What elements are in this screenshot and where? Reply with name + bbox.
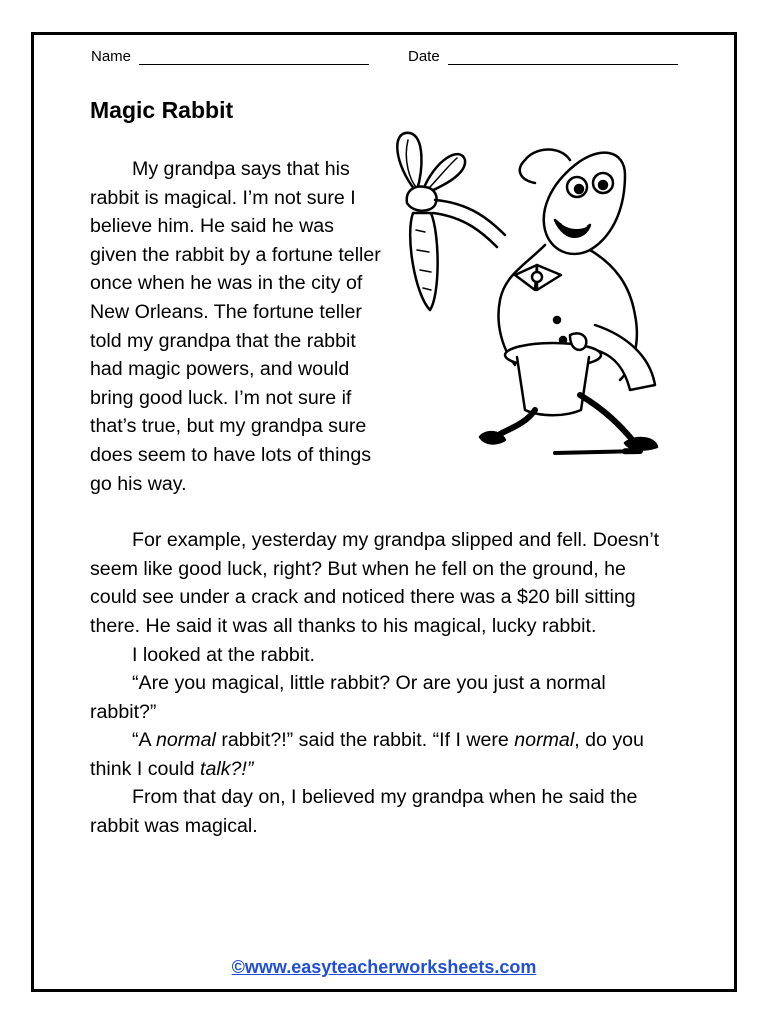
date-label: Date xyxy=(408,48,440,65)
story-paragraph-5 xyxy=(90,726,665,783)
para5-text-1: “A xyxy=(132,729,156,752)
date-line[interactable] xyxy=(448,49,678,65)
name-field[interactable] xyxy=(91,48,369,65)
website-link[interactable]: ©www.easyteacherworksheets.com xyxy=(231,957,537,977)
para5-emphasis-talk: talk?!” xyxy=(200,757,254,780)
para5-emphasis-normal-1: normal xyxy=(155,729,216,752)
story-paragraph-6: From that day on, I believed my grandpa when he said the rabbit was magical. xyxy=(90,786,638,838)
name-label: Name xyxy=(91,48,132,65)
para5-text-3: , do you think I could xyxy=(90,729,644,780)
story-paragraph-4: “Are you magical, little rabbit? Or are you just a normal rabbit?” xyxy=(90,672,606,723)
story-paragraph-3: I looked at the rabbit. xyxy=(132,643,315,666)
story-text xyxy=(90,155,665,841)
date-field[interactable] xyxy=(408,48,678,65)
name-line[interactable] xyxy=(139,49,369,65)
para5-text-2: rabbit?!” said the rabbit. “If I were xyxy=(215,729,515,752)
story-paragraph-2: For example, yesterday my grandpa slipped and fell. Doesn’t seem like good luck, right? But when he fell on the ground, he could see under a crack and noticed there was a $20 bill sitting there. He said it was all thanks to his magical, lucky rabbit. xyxy=(90,529,660,637)
para5-emphasis-normal-2: normal xyxy=(514,729,575,752)
page-title: Magic Rabbit xyxy=(90,97,234,123)
story-paragraph-1: My grandpa says that his rabbit is magical. I’m not sure I believe him. He said he was given the rabbit by a fortune teller once when he was in the city of New Orleans. The fortune teller told my grandpa that the rabbit had magic powers, and would bring good luck. I’m not sure if that’s true, but my grandpa sure does seem to have lots of things go his way. xyxy=(90,158,381,495)
magician-holding-rabbit-by-ears-icon xyxy=(385,125,665,455)
footer xyxy=(0,957,768,978)
